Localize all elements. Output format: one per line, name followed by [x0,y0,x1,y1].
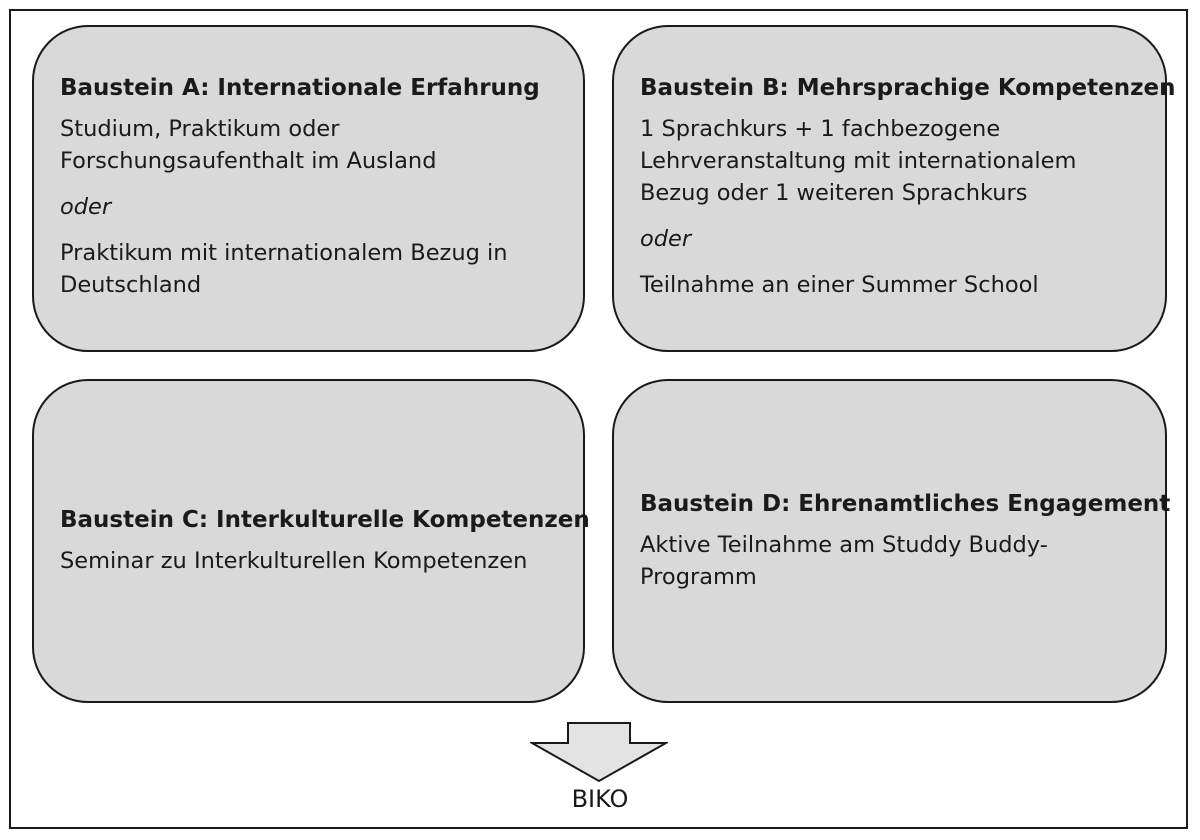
block-b-separator: oder [640,226,692,252]
down-arrow-icon [530,721,668,783]
block-d-body-line: Programm [640,564,757,590]
block-b-option1-line: Lehrveranstaltung mit internationalem [640,148,1077,174]
block-d-body-line: Aktive Teilnahme am Studdy Buddy- [640,532,1048,558]
down-arrow-shape [532,723,666,781]
block-b-option1-line: 1 Sprachkurs + 1 fachbezogene [640,116,1001,142]
block-c-title: Baustein C: Interkulturelle Kompetenzen [60,507,590,533]
block-b-option2-line: Teilnahme an einer Summer School [640,272,1039,298]
result-label: BIKO [571,785,629,813]
block-c [32,379,590,703]
block-d [612,379,1171,703]
block-b [612,25,1176,352]
block-a-option2-line: Praktikum mit internationalem Bezug in [60,240,508,266]
block-d-title: Baustein D: Ehrenamtliches Engagement [640,491,1171,517]
block-a-separator: oder [60,194,112,220]
block-b-option1-line: Bezug oder 1 weiteren Sprachkurs [640,180,1028,206]
block-a-option1-line: Forschungsaufenthalt im Ausland [60,148,437,174]
block-a [32,25,585,352]
block-a-title: Baustein A: Internationale Erfahrung [60,75,540,101]
block-c-body-line: Seminar zu Interkulturellen Kompetenzen [60,548,528,574]
block-a-option1-line: Studium, Praktikum oder [60,116,340,142]
block-a-option2-line: Deutschland [60,272,202,298]
block-b-title: Baustein B: Mehrsprachige Kompetenzen [640,75,1176,101]
